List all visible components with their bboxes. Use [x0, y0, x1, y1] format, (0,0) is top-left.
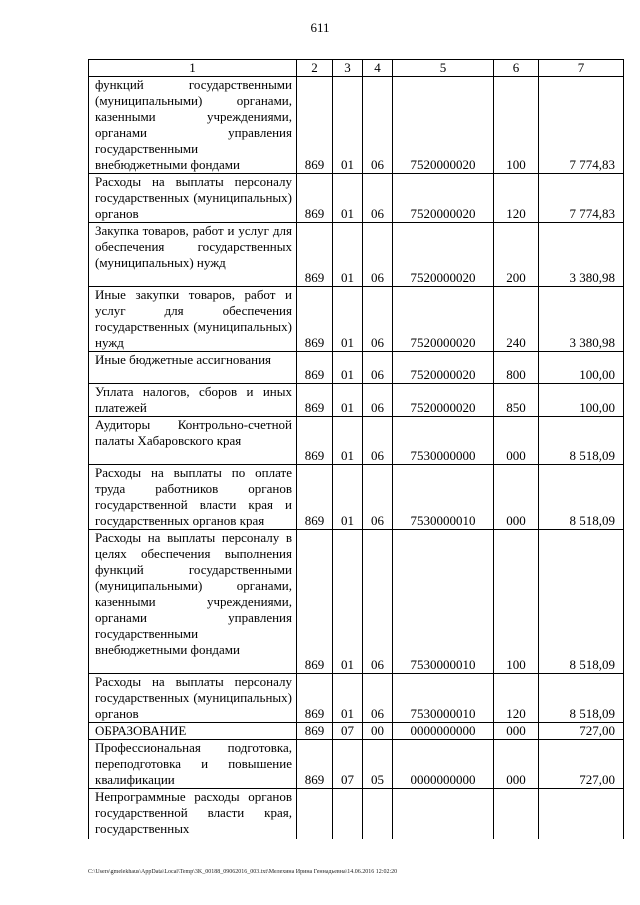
row-expense-type-cell: 100 [494, 77, 539, 174]
row-subsection-cell: 06 [363, 417, 393, 465]
row-name-cell: Профессиональная подготовка, переподготовка и повышение квалификации [89, 740, 297, 789]
row-section-cell: 01 [333, 287, 363, 352]
row-expense-type-cell: 000 [494, 723, 539, 740]
header-col-3: 3 [333, 60, 363, 77]
row-subsection-cell: 05 [363, 740, 393, 789]
table-row [89, 287, 624, 352]
table-row [89, 723, 624, 740]
table-row [89, 789, 624, 839]
row-admin-code-cell: 869 [297, 223, 333, 287]
row-target-article-cell: 7520000020 [393, 174, 494, 223]
row-target-article-cell: 7530000010 [393, 465, 494, 530]
row-section-cell: 01 [333, 174, 363, 223]
row-expense-type-cell: 240 [494, 287, 539, 352]
header-col-2: 2 [297, 60, 333, 77]
row-amount-cell: 8 518,09 [539, 465, 624, 530]
table-row [89, 384, 624, 417]
row-target-article-cell: 7520000020 [393, 352, 494, 384]
row-expense-type-cell [494, 789, 539, 839]
row-subsection-cell: 06 [363, 174, 393, 223]
row-subsection-cell [363, 789, 393, 839]
row-name-cell: Аудиторы Контрольно-счетной палаты Хабаровского края [89, 417, 297, 465]
row-amount-cell: 100,00 [539, 384, 624, 417]
row-target-article-cell: 0000000000 [393, 723, 494, 740]
table-header-row [89, 60, 624, 77]
row-name-cell: Закупка товаров, работ и услуг для обеспечения государственных (муниципальных) нужд [89, 223, 297, 287]
row-target-article-cell: 7520000020 [393, 77, 494, 174]
row-expense-type-cell: 120 [494, 674, 539, 723]
row-section-cell: 01 [333, 674, 363, 723]
row-expense-type-cell: 800 [494, 352, 539, 384]
row-subsection-cell: 06 [363, 352, 393, 384]
row-admin-code-cell: 869 [297, 384, 333, 417]
row-admin-code-cell: 869 [297, 174, 333, 223]
row-amount-cell [539, 789, 624, 839]
row-section-cell: 01 [333, 465, 363, 530]
row-admin-code-cell: 869 [297, 740, 333, 789]
table-row [89, 417, 624, 465]
row-subsection-cell: 06 [363, 674, 393, 723]
row-section-cell: 01 [333, 417, 363, 465]
row-amount-cell: 8 518,09 [539, 417, 624, 465]
row-amount-cell: 7 774,83 [539, 77, 624, 174]
row-expense-type-cell: 850 [494, 384, 539, 417]
row-amount-cell: 3 380,98 [539, 287, 624, 352]
row-subsection-cell: 06 [363, 287, 393, 352]
row-name-cell: Уплата налогов, сборов и иных платежей [89, 384, 297, 417]
row-amount-cell: 727,00 [539, 723, 624, 740]
row-name-cell: Расходы на выплаты персоналу государственных (муниципальных) органов [89, 174, 297, 223]
row-expense-type-cell: 000 [494, 465, 539, 530]
header-col-6: 6 [494, 60, 539, 77]
row-section-cell: 01 [333, 384, 363, 417]
row-section-cell: 01 [333, 77, 363, 174]
row-amount-cell: 100,00 [539, 352, 624, 384]
header-col-5: 5 [393, 60, 494, 77]
table-row [89, 740, 624, 789]
row-name-cell: Иные закупки товаров, работ и услуг для обеспечения государственных (муниципальных) нужд [89, 287, 297, 352]
document-footer-path: C:\Users\gmelekhaus\AppData\Local\Temp\3K_00188_09062016_003.txt\Мелехина Ирина Геннадьевна\14.06.2016 12:02:20 [88, 869, 398, 875]
row-target-article-cell: 7530000010 [393, 530, 494, 674]
row-admin-code-cell: 869 [297, 352, 333, 384]
row-expense-type-cell: 200 [494, 223, 539, 287]
row-subsection-cell: 06 [363, 223, 393, 287]
row-expense-type-cell: 000 [494, 740, 539, 789]
row-target-article-cell: 7530000010 [393, 674, 494, 723]
row-name-cell: функций государственными (муниципальными) органами, казенными учреждениями, органами управления государственными внебюджетными фондами [89, 77, 297, 174]
table-row [89, 530, 624, 674]
row-expense-type-cell: 120 [494, 174, 539, 223]
table-row [89, 174, 624, 223]
row-amount-cell: 8 518,09 [539, 674, 624, 723]
table-row [89, 77, 624, 174]
row-subsection-cell: 06 [363, 530, 393, 674]
row-subsection-cell: 06 [363, 384, 393, 417]
row-expense-type-cell: 000 [494, 417, 539, 465]
row-section-cell [333, 789, 363, 839]
table-row [89, 352, 624, 384]
table-row [89, 674, 624, 723]
row-admin-code-cell: 869 [297, 287, 333, 352]
row-section-cell: 07 [333, 740, 363, 789]
row-name-cell: Расходы на выплаты персоналу в целях обеспечения выполнения функций государственными (муниципальными) органами, казенными учреждениями, органами управления государственными внебюджетными фондами [89, 530, 297, 674]
table-row [89, 465, 624, 530]
row-amount-cell: 7 774,83 [539, 174, 624, 223]
row-amount-cell: 727,00 [539, 740, 624, 789]
row-target-article-cell: 0000000000 [393, 740, 494, 789]
row-name-cell: Иные бюджетные ассигнования [89, 352, 297, 384]
row-subsection-cell: 00 [363, 723, 393, 740]
row-subsection-cell: 06 [363, 77, 393, 174]
row-amount-cell: 3 380,98 [539, 223, 624, 287]
header-col-1: 1 [89, 60, 297, 77]
row-target-article-cell: 7520000020 [393, 287, 494, 352]
budget-table [88, 59, 624, 839]
row-section-cell: 01 [333, 352, 363, 384]
row-name-cell: Расходы на выплаты по оплате труда работников органов государственной власти края и государственных органов края [89, 465, 297, 530]
header-col-7: 7 [539, 60, 624, 77]
row-admin-code-cell: 869 [297, 674, 333, 723]
row-amount-cell: 8 518,09 [539, 530, 624, 674]
row-expense-type-cell: 100 [494, 530, 539, 674]
row-admin-code-cell: 869 [297, 723, 333, 740]
row-target-article-cell [393, 789, 494, 839]
page-number: 611 [310, 20, 330, 35]
table-row [89, 223, 624, 287]
row-section-cell: 07 [333, 723, 363, 740]
row-name-cell: Непрограммные расходы органов государственной власти края, государственных [89, 789, 297, 839]
row-name-cell: ОБРАЗОВАНИЕ [89, 723, 297, 740]
row-admin-code-cell: 869 [297, 530, 333, 674]
row-target-article-cell: 7520000020 [393, 223, 494, 287]
row-target-article-cell: 7520000020 [393, 384, 494, 417]
row-admin-code-cell: 869 [297, 77, 333, 174]
row-name-cell: Расходы на выплаты персоналу государственных (муниципальных) органов [89, 674, 297, 723]
row-section-cell: 01 [333, 530, 363, 674]
row-section-cell: 01 [333, 223, 363, 287]
row-target-article-cell: 7530000000 [393, 417, 494, 465]
row-admin-code-cell: 869 [297, 417, 333, 465]
row-admin-code-cell [297, 789, 333, 839]
row-admin-code-cell: 869 [297, 465, 333, 530]
row-subsection-cell: 06 [363, 465, 393, 530]
header-col-4: 4 [363, 60, 393, 77]
